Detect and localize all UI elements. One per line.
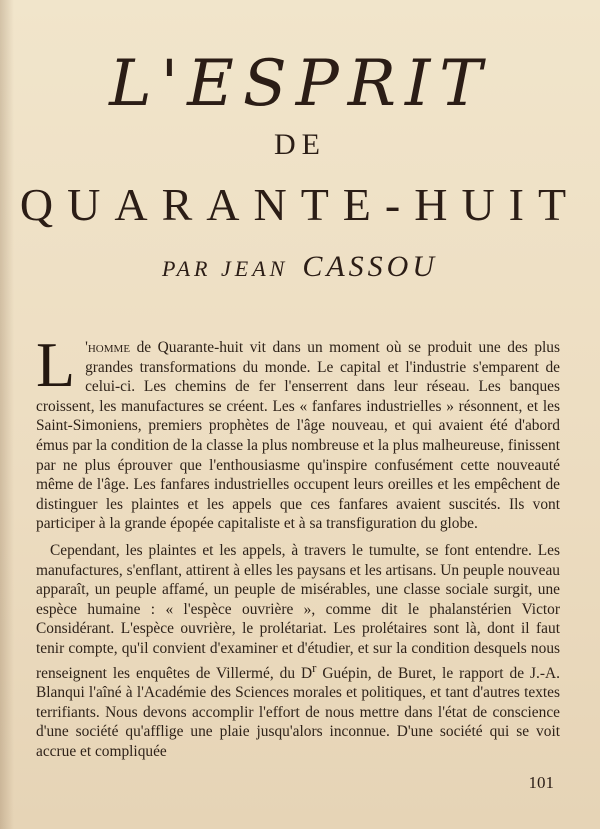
byline-prefix: PAR JEAN [162,256,289,281]
paragraph-2-text-a: Cependant, les plaintes et les appels, à travers le tumulte, se font entendre. Les manufactures, s'enflant, attirent à elles les paysans et les artisans. Un peuple nouveau apparaît, un peuple affamé, un peuple de misérables, une classe sociale surgit, une espèce humaine : « l'espèce ouvrière », comme dit le phalanstérien Victor Considérant. L'espèce ouvrière, le prolétariat. Les prolétaires sont là, dont il faut tenir compte, qu'il convient d'examiner et d'étudier, et sur la condition desquels nous renseignent les enquêtes de Villermé, du D [36,541,560,682]
title-line-3: QUARANTE-HUIT [19,179,581,230]
paragraph-2-text-b: Guépin, de Buret, le rapport de J.-A. Blanqui l'aîné à l'Académie des Sciences morales et politiques, et tant d'autres textes terrifiants. Nous devons accomplir l'effort de nous mettre dans l'état de conscience d'une société qu'afflige une plaie jusqu'alors inconnue. D'une société qui se voit accrue et compliquée [36,664,560,760]
paragraph-2 [36,541,560,762]
article-body [36,329,560,762]
byline-author: CASSOU [302,250,438,283]
drop-cap: L [36,329,76,400]
byline [0,252,600,282]
paragraph-1-text: de Quarante-huit vit dans un moment où se produit une des plus grandes transformations du monde. Le capital et l'industrie s'emparent de celui-ci. Les chemins de fer l'enserrent dans leur réseau. Les banques croissent, les manufactures se créent. Les « fanfares industrielles » résonnent, et les Saint-Simoniens, premiers prophètes de l'âge nouveau, et qui avaient été d'abord émus par la condition de la classe la plus nombreuse et la plus malheureuse, finissent par ne plus éprouver que l'enthousiasme qu'inspire confusément cette nouveauté même de l'âge. Les fanfares industrielles occupent leurs oreilles et les empêchent de distinguer les plaintes et les appels que ces fanfares avaient suscités. Ils vont participer à la grande épopée capitaliste et à sa transfiguration du globe. [36,339,560,533]
paragraph-2-superscript: r [312,660,317,675]
page-number: 101 [528,773,554,792]
paragraph-1 [36,329,560,534]
paragraph-1-smallcaps: 'homme [85,339,131,356]
page-binding-shadow [0,0,14,829]
title-line-1: L'ESPRIT [109,47,491,121]
title-line-2: DE [274,128,326,161]
